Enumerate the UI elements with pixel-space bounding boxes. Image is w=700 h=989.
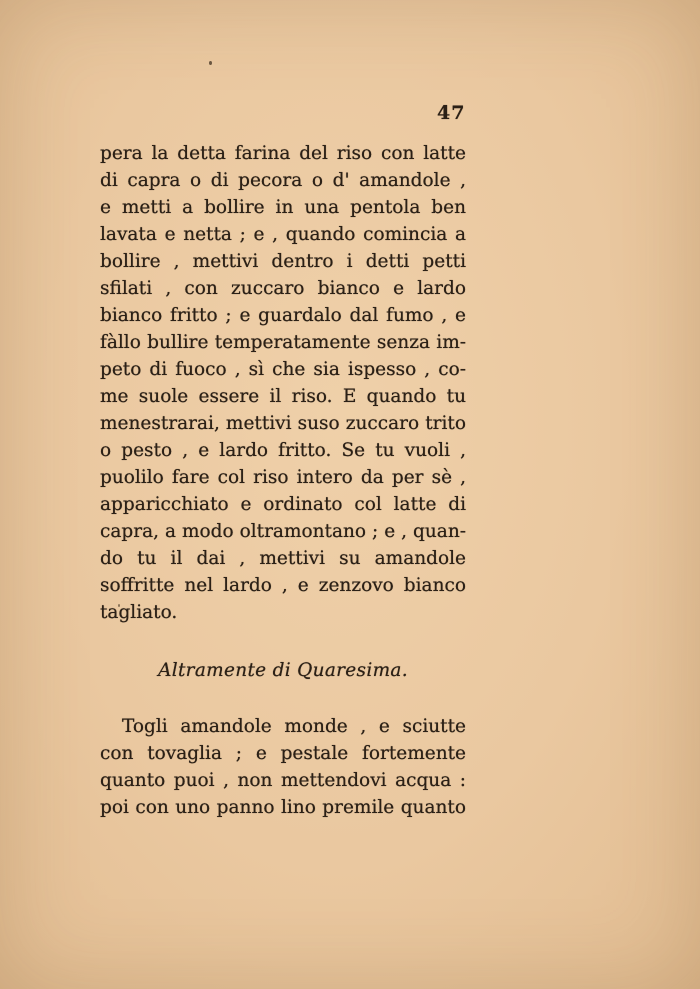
text-line: quanto puoi , non mettendovi acqua : xyxy=(100,770,466,791)
text-line: fàllo bullire temperatamente senza im- xyxy=(100,332,466,353)
section-heading: Altramente di Quaresima. xyxy=(158,660,408,681)
text-line: menestrarai, mettivi suso zuccaro trito xyxy=(100,413,466,434)
text-line: e metti a bollire in una pentola ben xyxy=(100,197,466,218)
text-line: con tovaglia ; e pestale fortemente xyxy=(100,743,466,764)
text-line: lavata e netta ; e , quando comincia a xyxy=(100,224,466,245)
text-line: puolilo fare col riso intero da per sè , xyxy=(100,467,466,488)
paper-speck xyxy=(209,61,212,65)
text-line: o pesto , e lardo fritto. Se tu vuoli , xyxy=(100,440,466,461)
paragraph-quaresima xyxy=(100,713,466,821)
text-line: bianco fritto ; e guardalo dal fumo , e xyxy=(100,305,466,326)
text-line: sfilati , con zuccaro bianco e lardo xyxy=(100,278,466,299)
text-line: bollire , mettivi dentro i detti petti xyxy=(100,251,466,272)
text-line: peto di fuoco , sì che sia ispesso , co- xyxy=(100,359,466,380)
page-number: 47 xyxy=(437,102,466,124)
text-line: do tu il dai , mettivi su amandole xyxy=(100,548,466,569)
paragraph-continuation xyxy=(100,140,466,626)
text-line: tagliato. xyxy=(100,602,178,623)
text-line: Togli amandole monde , e sciutte xyxy=(122,716,466,737)
text-line: poi con uno panno lino premile quanto xyxy=(100,797,466,818)
text-block xyxy=(100,140,466,821)
text-line: me suole essere il riso. E quando tu xyxy=(100,386,466,407)
text-line: apparicchiato e ordinato col latte di xyxy=(100,494,466,515)
text-line: capra, a modo oltramontano ; e , quan- xyxy=(100,521,466,542)
text-line: pera la detta farina del riso con latte xyxy=(100,143,466,164)
text-line: di capra o di pecora o d' amandole , xyxy=(100,170,466,191)
text-line: soffritte nel lardo , e zenzovo bianco xyxy=(100,575,466,596)
